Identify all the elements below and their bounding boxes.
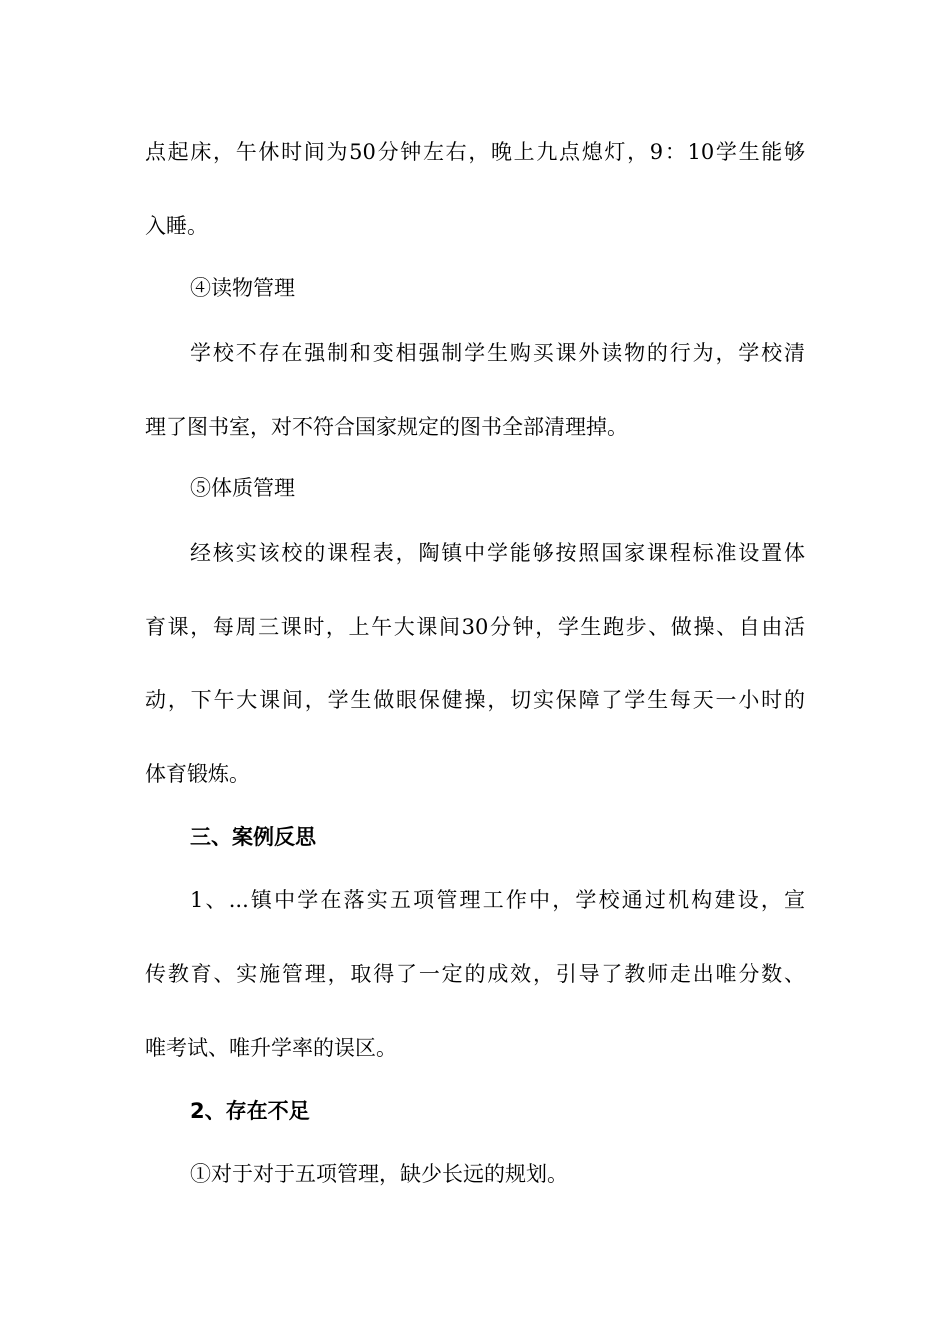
paragraph-line: ①对于对于五项管理，缺少长远的规划。 [190, 1162, 568, 1186]
paragraph-line: 点起床，午休时间为50分钟左右，晚上九点熄灯，9：10学生能够 [145, 140, 805, 164]
section-heading-shortcomings: 2、存在不足 [190, 1099, 310, 1123]
paragraph-line: 1、...镇中学在落实五项管理工作中，学校通过机构建设，宣 [190, 888, 805, 912]
paragraph-line: 学校不存在强制和变相强制学生购买课外读物的行为，学校清 [190, 341, 805, 365]
section-heading-physique: ⑤体质管理 [190, 476, 295, 500]
section-heading-reading: ④读物管理 [190, 276, 295, 300]
section-heading-reflection: 三、案例反思 [190, 825, 316, 849]
paragraph-line: 理了图书室，对不符合国家规定的图书全部清理掉。 [145, 415, 628, 439]
paragraph-line: 体育锻炼。 [145, 762, 250, 786]
paragraph-line: 唯考试、唯升学率的误区。 [145, 1036, 397, 1060]
paragraph-line: 动，下午大课间，学生做眼保健操，切实保障了学生每天一小时的 [145, 688, 805, 712]
paragraph-line: 入睡。 [145, 214, 208, 238]
paragraph-line: 传教育、实施管理，取得了一定的成效，引导了教师走出唯分数、 [145, 962, 805, 986]
paragraph-line: 经核实该校的课程表，陶镇中学能够按照国家课程标准设置体 [190, 541, 805, 565]
paragraph-line: 育课，每周三课时，上午大课间30分钟，学生跑步、做操、自由活 [145, 615, 805, 639]
